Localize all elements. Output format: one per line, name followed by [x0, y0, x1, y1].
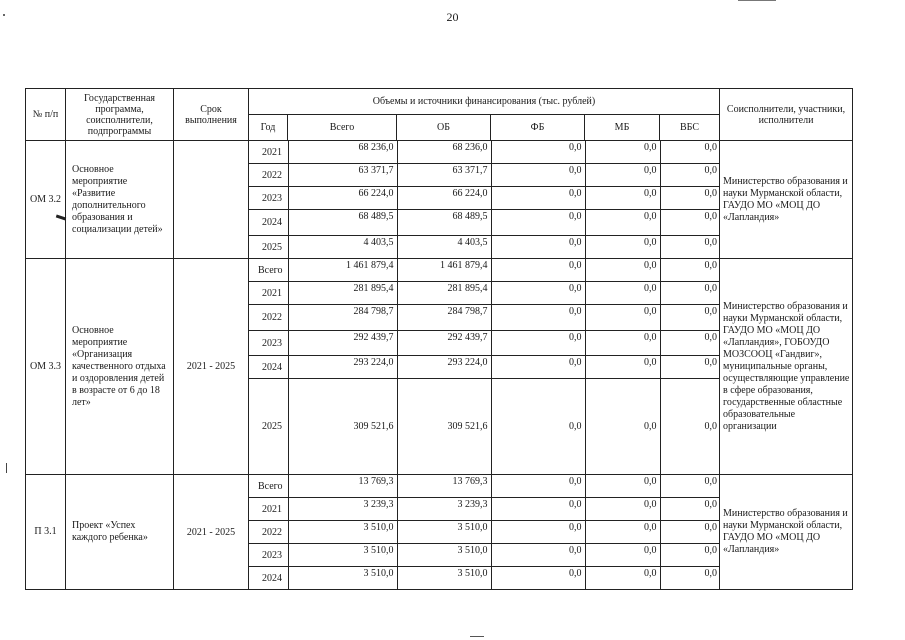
finance-ob: 4 403,5 [397, 236, 491, 259]
header-term: Срок выполнения [174, 89, 249, 141]
finance-year: 2023 [249, 331, 288, 356]
row-num: ОМ 3.3 [26, 259, 66, 475]
finance-year: Всего [249, 259, 288, 282]
finance-subtable [249, 259, 720, 474]
finance-year: 2022 [249, 305, 288, 331]
row-num: П 3.1 [26, 475, 66, 590]
finance-row [249, 544, 720, 567]
finance-row [249, 356, 720, 379]
finance-vbs: 0,0 [660, 259, 720, 282]
finance-mb: 0,0 [585, 141, 660, 164]
finance-vbs: 0,0 [660, 544, 720, 567]
finance-vbs: 0,0 [660, 475, 720, 498]
finance-vbs: 0,0 [660, 331, 720, 356]
finance-subtable [249, 141, 720, 258]
finance-fb: 0,0 [491, 210, 585, 236]
finance-mb: 0,0 [585, 521, 660, 544]
finance-total: 3 510,0 [288, 567, 397, 590]
page-number: 20 [446, 10, 459, 24]
finance-fb: 0,0 [491, 544, 585, 567]
finance-row [249, 259, 720, 282]
finance-vbs: 0,0 [660, 498, 720, 521]
finance-year: 2025 [262, 241, 282, 253]
finance-total: 68 489,5 [288, 210, 397, 236]
finance-row [249, 305, 720, 331]
finance-vbs: 0,0 [660, 356, 720, 379]
finance-mb: 0,0 [585, 305, 660, 331]
finance-vbs: 0,0 [660, 187, 720, 210]
header-fb: ФБ [491, 115, 585, 141]
finance-vbs: 0,0 [660, 141, 720, 164]
finance-fb: 0,0 [491, 331, 585, 356]
finance-ob: 3 510,0 [397, 521, 491, 544]
finance-mb: 0,0 [585, 164, 660, 187]
row-term [174, 141, 249, 259]
finance-year: 2024 [262, 572, 282, 584]
finance-mb: 0,0 [585, 331, 660, 356]
finance-vbs: 0,0 [660, 210, 720, 236]
finance-total: 3 510,0 [288, 544, 397, 567]
finance-mb: 0,0 [585, 475, 660, 498]
finance-vbs: 0,0 [660, 236, 720, 259]
header-vbs: ВБС [660, 115, 720, 141]
finance-vbs: 0,0 [660, 164, 720, 187]
finance-row [249, 521, 720, 544]
finance-ob: 63 371,7 [397, 164, 491, 187]
finance-mb: 0,0 [585, 236, 660, 259]
header-year: Год [249, 115, 288, 141]
table-row [26, 475, 853, 590]
finance-ob: 3 239,3 [397, 498, 491, 521]
finance-year: Всего [249, 475, 288, 498]
scan-dot [3, 14, 5, 16]
finance-total: 293 224,0 [288, 356, 397, 379]
finance-total: 4 403,5 [288, 236, 397, 259]
finance-year: 2023 [249, 544, 288, 567]
finance-mb: 0,0 [585, 567, 660, 590]
finance-fb: 0,0 [491, 379, 585, 475]
row-executors: Министерство образования и науки Мурманской области, ГАУДО МО «МОЦ ДО «Лапландия» [720, 475, 853, 590]
finance-fb: 0,0 [491, 356, 585, 379]
finance-total: 3 239,3 [288, 498, 397, 521]
finance-ob: 293 224,0 [397, 356, 491, 379]
finance-row [249, 379, 720, 475]
table-row [26, 141, 853, 259]
scan-mark-top [738, 0, 776, 1]
finance-total: 68 236,0 [288, 141, 397, 164]
finance-vbs: 0,0 [660, 521, 720, 544]
finance-total: 66 224,0 [288, 187, 397, 210]
header-num: № п/п [26, 89, 66, 141]
finance-fb: 0,0 [491, 475, 585, 498]
finance-year: 2021 [249, 498, 288, 521]
finance-ob: 292 439,7 [397, 331, 491, 356]
finance-year: 2023 [249, 187, 288, 210]
finance-total: 292 439,7 [288, 331, 397, 356]
financing-table [25, 88, 853, 590]
scan-mark-bottom [470, 636, 484, 637]
finance-year: 2021 [249, 141, 288, 164]
finance-ob: 284 798,7 [397, 305, 491, 331]
finance-ob: 68 236,0 [397, 141, 491, 164]
finance-year: 2022 [249, 164, 288, 187]
finance-year: 2022 [249, 521, 288, 544]
finance-fb: 0,0 [491, 305, 585, 331]
row-program: Основное мероприятие «Организация качественного отдыха и оздоровления детей в возрасте от 6 до 18 лет» [66, 259, 174, 475]
row-term: 2021 - 2025 [174, 259, 249, 475]
finance-row [249, 475, 720, 498]
finance-year: 2021 [249, 282, 288, 305]
finance-row [249, 210, 720, 236]
row-term: 2021 - 2025 [174, 475, 249, 590]
row-executors: Министерство образования и науки Мурманской области, ГАУДО МО «МОЦ ДО «Лапландия» [720, 141, 853, 259]
finance-vbs: 0,0 [660, 567, 720, 590]
finance-ob: 3 510,0 [397, 567, 491, 590]
row-program: Проект «Успех каждого ребенка» [66, 475, 174, 590]
scan-mark-left [6, 463, 7, 473]
finance-mb: 0,0 [585, 379, 660, 475]
finance-ob: 1 461 879,4 [397, 259, 491, 282]
finance-row [249, 141, 720, 164]
finance-total: 13 769,3 [288, 475, 397, 498]
table-row [26, 259, 853, 475]
finance-fb: 0,0 [491, 521, 585, 544]
header-mb: МБ [585, 115, 660, 141]
header-ob: ОБ [397, 115, 491, 141]
row-program: Основное мероприятие «Развитие дополнительного образования и социализации детей» [66, 141, 174, 259]
finance-mb: 0,0 [585, 544, 660, 567]
finance-ob: 13 769,3 [397, 475, 491, 498]
finance-fb: 0,0 [491, 282, 585, 305]
finance-mb: 0,0 [585, 282, 660, 305]
finance-ob: 309 521,6 [397, 379, 491, 475]
finance-total: 63 371,7 [288, 164, 397, 187]
finance-row [249, 164, 720, 187]
finance-total: 284 798,7 [288, 305, 397, 331]
finance-mb: 0,0 [585, 187, 660, 210]
finance-year: 2024 [249, 356, 288, 379]
finance-vbs: 0,0 [660, 305, 720, 331]
finance-vbs: 0,0 [660, 282, 720, 305]
row-num: ОМ 3.2 [26, 141, 66, 259]
finance-mb: 0,0 [585, 498, 660, 521]
row-executors: Министерство образования и науки Мурманской области, ГАУДО МО «МОЦ ДО «Лапландия», ГОБОУДО МОЗСООЦ «Гандвиг», муниципальные органы, осуществляющие управление в сфере образования, государственные областные образовательные организации [720, 259, 853, 475]
finance-mb: 0,0 [585, 210, 660, 236]
finance-row [249, 282, 720, 305]
finance-ob: 3 510,0 [397, 544, 491, 567]
finance-ob: 281 895,4 [397, 282, 491, 305]
finance-year: 2024 [249, 210, 288, 236]
finance-row [249, 187, 720, 210]
finance-ob: 68 489,5 [397, 210, 491, 236]
finance-total: 3 510,0 [288, 521, 397, 544]
finance-row [249, 498, 720, 521]
finance-total: 1 461 879,4 [288, 259, 397, 282]
finance-total: 309 521,6 [288, 379, 397, 475]
finance-fb: 0,0 [491, 259, 585, 282]
finance-subtable [249, 475, 720, 589]
finance-fb: 0,0 [491, 141, 585, 164]
finance-mb: 0,0 [585, 356, 660, 379]
finance-fb: 0,0 [491, 236, 585, 259]
header-program: Государственная программа, соисполнители, подпрограммы [66, 89, 174, 141]
finance-fb: 0,0 [491, 164, 585, 187]
header-financing: Объемы и источники финансирования (тыс. рублей) [249, 89, 720, 115]
finance-ob: 66 224,0 [397, 187, 491, 210]
finance-year: 2025 [262, 421, 282, 432]
finance-row [249, 236, 720, 259]
finance-fb: 0,0 [491, 498, 585, 521]
finance-fb: 0,0 [491, 567, 585, 590]
finance-total: 281 895,4 [288, 282, 397, 305]
finance-vbs: 0,0 [660, 379, 720, 475]
finance-mb: 0,0 [585, 259, 660, 282]
header-total: Всего [288, 115, 397, 141]
finance-row [249, 567, 720, 590]
finance-fb: 0,0 [491, 187, 585, 210]
finance-row [249, 331, 720, 356]
header-executors: Соисполнители, участники, исполнители [720, 89, 853, 141]
